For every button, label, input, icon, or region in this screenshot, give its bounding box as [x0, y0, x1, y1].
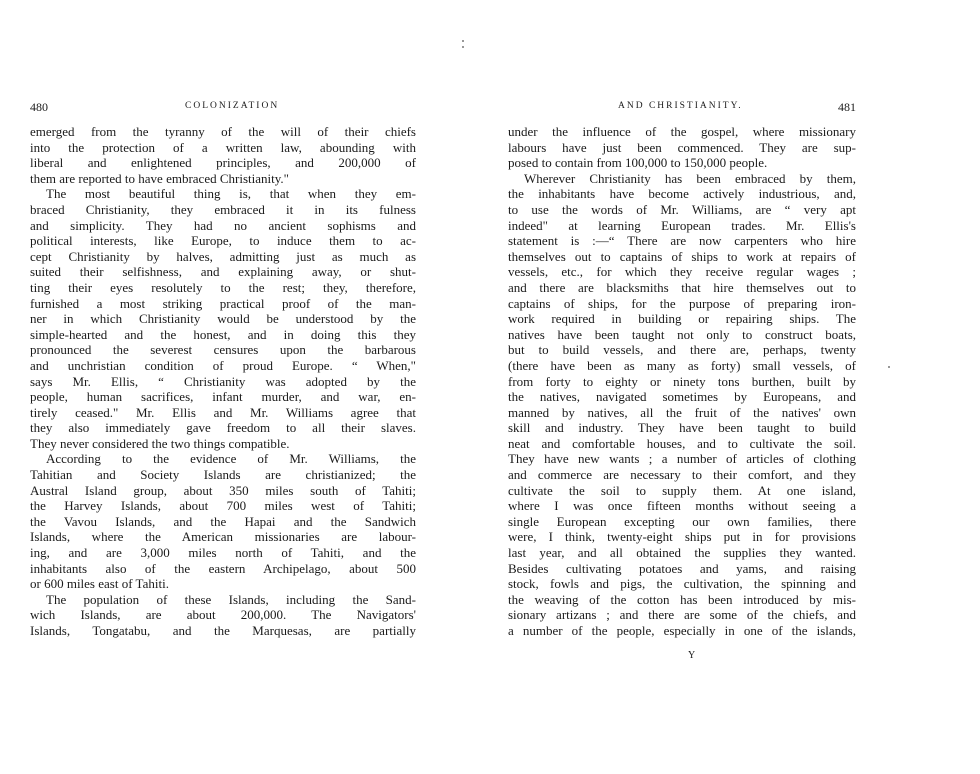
left-body-text [30, 124, 416, 639]
text-line: manned by natives, all the fruit of the natives' own [508, 404, 856, 420]
text-line: Islands, Tongatabu, and the Marquesas, are partially [30, 623, 416, 638]
left-running-head [30, 100, 416, 116]
right-running-title: AND CHRISTIANITY. [618, 101, 743, 111]
text-line: emerged from the tyranny of the will of their chiefs [30, 124, 416, 139]
text-line: the Harvey Islands, about 700 miles west of Tahiti; [30, 498, 416, 514]
text-line: last year, and all obtained the supplies they wanted. [508, 545, 856, 561]
text-line: were, I think, twenty-eight ships put in for provisions [508, 529, 856, 545]
text-line: work required in building or repairing ships. The [508, 311, 856, 327]
text-line: ting their eyes resolutely to the rest; they, therefore, [30, 279, 416, 295]
text-line: (there have been as many as forty) small vessels, of [508, 357, 856, 373]
text-line: themselves out to captains of ships to work at repairs of [508, 248, 856, 264]
text-line: Islands, where the American missionaries are labour- [30, 529, 416, 545]
text-line: the Vavou Islands, and the Hapai and the Sandwich [30, 513, 416, 529]
text-line: political interests, like Europe, to induce them to ac- [30, 233, 416, 249]
text-line: indeed" at learning European trades. Mr. Ellis's [508, 217, 856, 233]
text-line: They never considered the two things compatible. [30, 435, 290, 451]
text-line: Austral Island group, about 350 miles south of Tahiti; [30, 482, 416, 498]
text-line: cultivate the soil to supply them. At one island, [508, 482, 856, 498]
text-line: the inhabitants have become actively industrious, and, [508, 186, 856, 202]
text-line: and simplicity. They had no ancient sophisms and [30, 217, 416, 233]
right-page [508, 0, 856, 774]
text-line: under the influence of the gospel, where missionary [508, 124, 856, 139]
text-line: statement is :—“ There are now carpenters who hire [508, 233, 856, 249]
text-line: furnished a most striking practical proof of the man- [30, 295, 416, 311]
text-line: and there are blacksmiths that hire themselves out to [508, 279, 856, 295]
right-running-head [508, 100, 856, 116]
text-line: wich Islands, are about 200,000. The Navigators' [30, 607, 416, 623]
text-line: The population of these Islands, including the Sand- [46, 591, 416, 607]
text-line: skill and industry. They have been taught to build [508, 420, 856, 436]
speck-mark [888, 366, 890, 368]
left-running-title: COLONIZATION [185, 101, 280, 111]
text-line: and unchristian condition of proud Europe. “ When," [30, 357, 416, 373]
text-line: According to the evidence of Mr. Williams, the [46, 451, 416, 467]
speck-mark [462, 40, 464, 42]
text-line: the weaving of the cotton has been introduced by mis- [508, 591, 856, 607]
text-line: people, human sacrifices, infant murder, and war, en- [30, 389, 416, 405]
text-line: from forty to eighty or ninety tons burthen, built by [508, 373, 856, 389]
speck-mark [462, 46, 464, 48]
text-line: captains of ships, for the purpose of preparing iron- [508, 295, 856, 311]
text-line: labours have just been commenced. They are sup- [508, 139, 856, 155]
left-page [30, 0, 416, 774]
text-line: they also immediately gave freedom to all their slaves. [30, 420, 416, 436]
text-line: They have new wants ; a number of articles of clothing [508, 451, 856, 467]
text-line: posed to contain from 100,000 to 150,000 people. [508, 155, 768, 171]
left-page-number: 480 [30, 100, 48, 114]
text-line: Besides cultivating potatoes and yams, and raising [508, 560, 856, 576]
text-line: ner in which Christianity would be understood by the [30, 311, 416, 327]
text-line: or 600 miles east of Tahiti. [30, 576, 169, 592]
text-line: says Mr. Ellis, “ Christianity was adopted by the [30, 373, 416, 389]
text-line: a number of the people, especially in one of the islands, [508, 623, 856, 638]
right-body-text [508, 124, 856, 639]
text-line: stock, fowls and pigs, the cultivation, the spinning and [508, 576, 856, 592]
text-line: single European excepting our own families, there [508, 513, 856, 529]
text-line: Wherever Christianity has been embraced by them, [524, 170, 856, 186]
right-page-number: 481 [838, 100, 856, 114]
text-line: where I was once fifteen months without seeing a [508, 498, 856, 514]
text-line: into the protection of a written law, abounding with [30, 139, 416, 155]
text-line: and commerce are necessary to their comfort, and they [508, 467, 856, 483]
text-line: the natives, navigated sometimes by Europeans, and [508, 389, 856, 405]
text-line: them are reported to have embraced Christianity." [30, 170, 289, 186]
text-line: braced Christianity, they embraced it in its fulness [30, 201, 416, 217]
text-line: neat and comfortable houses, and to cultivate the soil. [508, 435, 856, 451]
text-line: sionary artizans ; and there are some of the chiefs, and [508, 607, 856, 623]
text-line: to use the words of Mr. Williams, are “ very apt [508, 201, 856, 217]
signature-mark: Y [688, 650, 696, 661]
text-line: The most beautiful thing is, that when they em- [46, 186, 416, 202]
text-line: liberal and enlightened principles, and 200,000 of [30, 155, 416, 171]
text-line: but to build vessels, and there are, perhaps, twenty [508, 342, 856, 358]
text-line: vessels, etc., for which they receive regular wages ; [508, 264, 856, 280]
text-line: tirely ceased." Mr. Ellis and Mr. Williams agree that [30, 404, 416, 420]
text-line: pronounced the severest censures upon the barbarous [30, 342, 416, 358]
text-line: natives have been taught not only to construct boats, [508, 326, 856, 342]
text-line: ing, and are 3,000 miles north of Tahiti, and the [30, 545, 416, 561]
text-line: Tahitian and Society Islands are christianized; the [30, 467, 416, 483]
text-line: inhabitants also of the eastern Archipelago, about 500 [30, 560, 416, 576]
text-line: cept Christianity by halves, admitting just as much as [30, 248, 416, 264]
text-line: suited their selfishness, and explaining away, or shut- [30, 264, 416, 280]
text-line: simple-hearted and the honest, and in doing this they [30, 326, 416, 342]
